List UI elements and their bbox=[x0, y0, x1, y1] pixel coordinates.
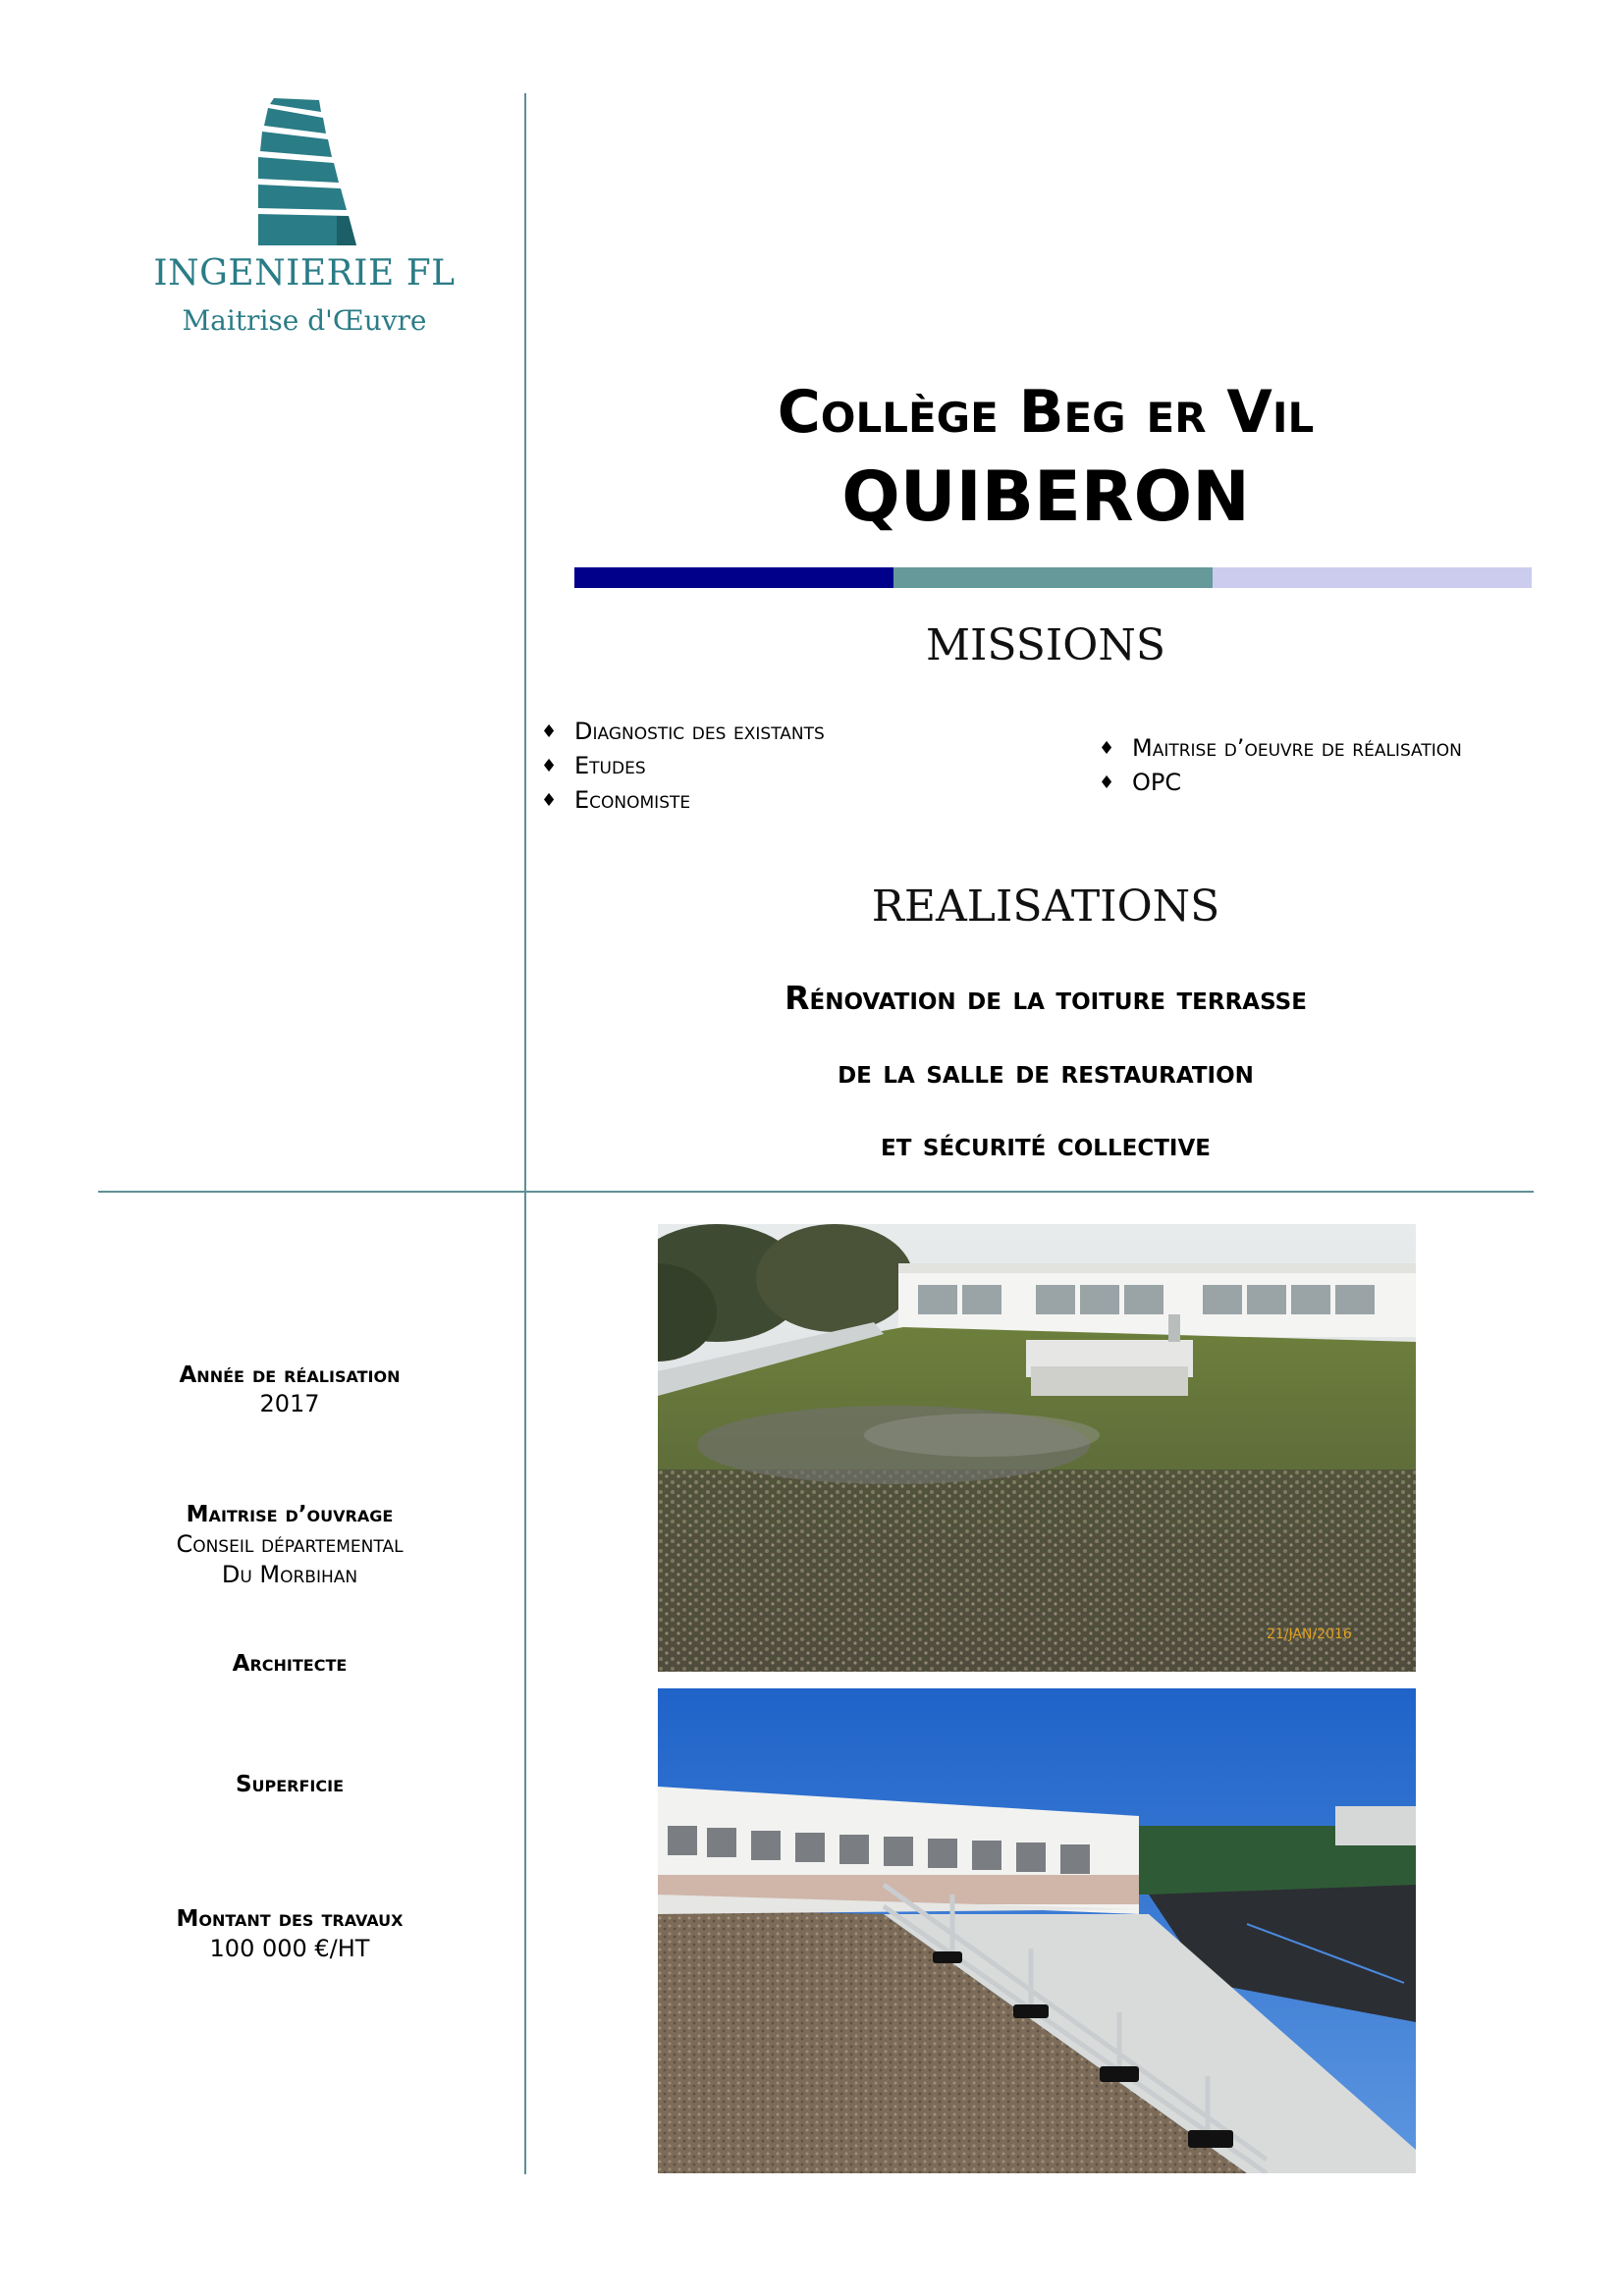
roof-after-photo bbox=[658, 1688, 1416, 2173]
diamond-bullet-icon: ♦ bbox=[541, 756, 558, 776]
building-logo-icon bbox=[239, 98, 366, 245]
annee-value: 2017 bbox=[259, 1390, 320, 1417]
svg-text:21/JAN/2016: 21/JAN/2016 bbox=[1267, 1627, 1352, 1642]
moa-value-2: Du Morbihan bbox=[221, 1561, 358, 1588]
list-item: ♦ OPC bbox=[1093, 766, 1462, 800]
missions-list-right bbox=[1093, 731, 1462, 800]
vertical-rule-bottom bbox=[524, 1193, 526, 2174]
realisations-heading: REALISATIONS bbox=[871, 881, 1220, 932]
page-title: Collège Beg er Vil bbox=[777, 378, 1315, 447]
moa-value-1: Conseil départemental bbox=[176, 1530, 404, 1558]
realisation-line-3: et sécurité collective bbox=[881, 1125, 1211, 1163]
superficie-label: Superficie bbox=[235, 1772, 345, 1797]
diamond-bullet-icon: ♦ bbox=[1099, 738, 1115, 759]
list-item: ♦ Diagnostic des existants bbox=[535, 715, 825, 749]
montant-label: Montant des travaux bbox=[176, 1906, 404, 1932]
montant-value: 100 000 €/HT bbox=[209, 1935, 370, 1962]
page-subtitle-city: QUIBERON bbox=[841, 456, 1250, 537]
roof-before-photo bbox=[658, 1224, 1416, 1672]
missions-list-left bbox=[535, 715, 825, 818]
vertical-rule-top bbox=[524, 93, 526, 1193]
list-item: ♦ Etudes bbox=[535, 749, 825, 783]
logo-title: INGENIERIE FL bbox=[153, 253, 456, 294]
diamond-bullet-icon: ♦ bbox=[541, 790, 558, 811]
architecte-label: Architecte bbox=[232, 1651, 348, 1677]
horizontal-rule bbox=[98, 1191, 1534, 1193]
list-item: ♦ Maitrise d’oeuvre de réalisation bbox=[1093, 731, 1462, 766]
accent-bar-middle bbox=[893, 567, 1213, 588]
realisation-line-1: Rénovation de la toiture terrasse bbox=[784, 979, 1307, 1017]
realisation-line-2: de la salle de restauration bbox=[838, 1052, 1254, 1091]
annee-label: Année de réalisation bbox=[179, 1362, 401, 1388]
accent-bar-left bbox=[574, 567, 893, 588]
diamond-bullet-icon: ♦ bbox=[541, 721, 558, 742]
logo-subtitle: Maitrise d'Œuvre bbox=[182, 304, 427, 337]
diamond-bullet-icon: ♦ bbox=[1099, 773, 1115, 793]
list-item: ♦ Economiste bbox=[535, 783, 825, 818]
accent-bar-right bbox=[1213, 567, 1532, 588]
moa-label: Maitrise d’ouvrage bbox=[186, 1502, 394, 1527]
missions-heading: MISSIONS bbox=[925, 620, 1166, 670]
